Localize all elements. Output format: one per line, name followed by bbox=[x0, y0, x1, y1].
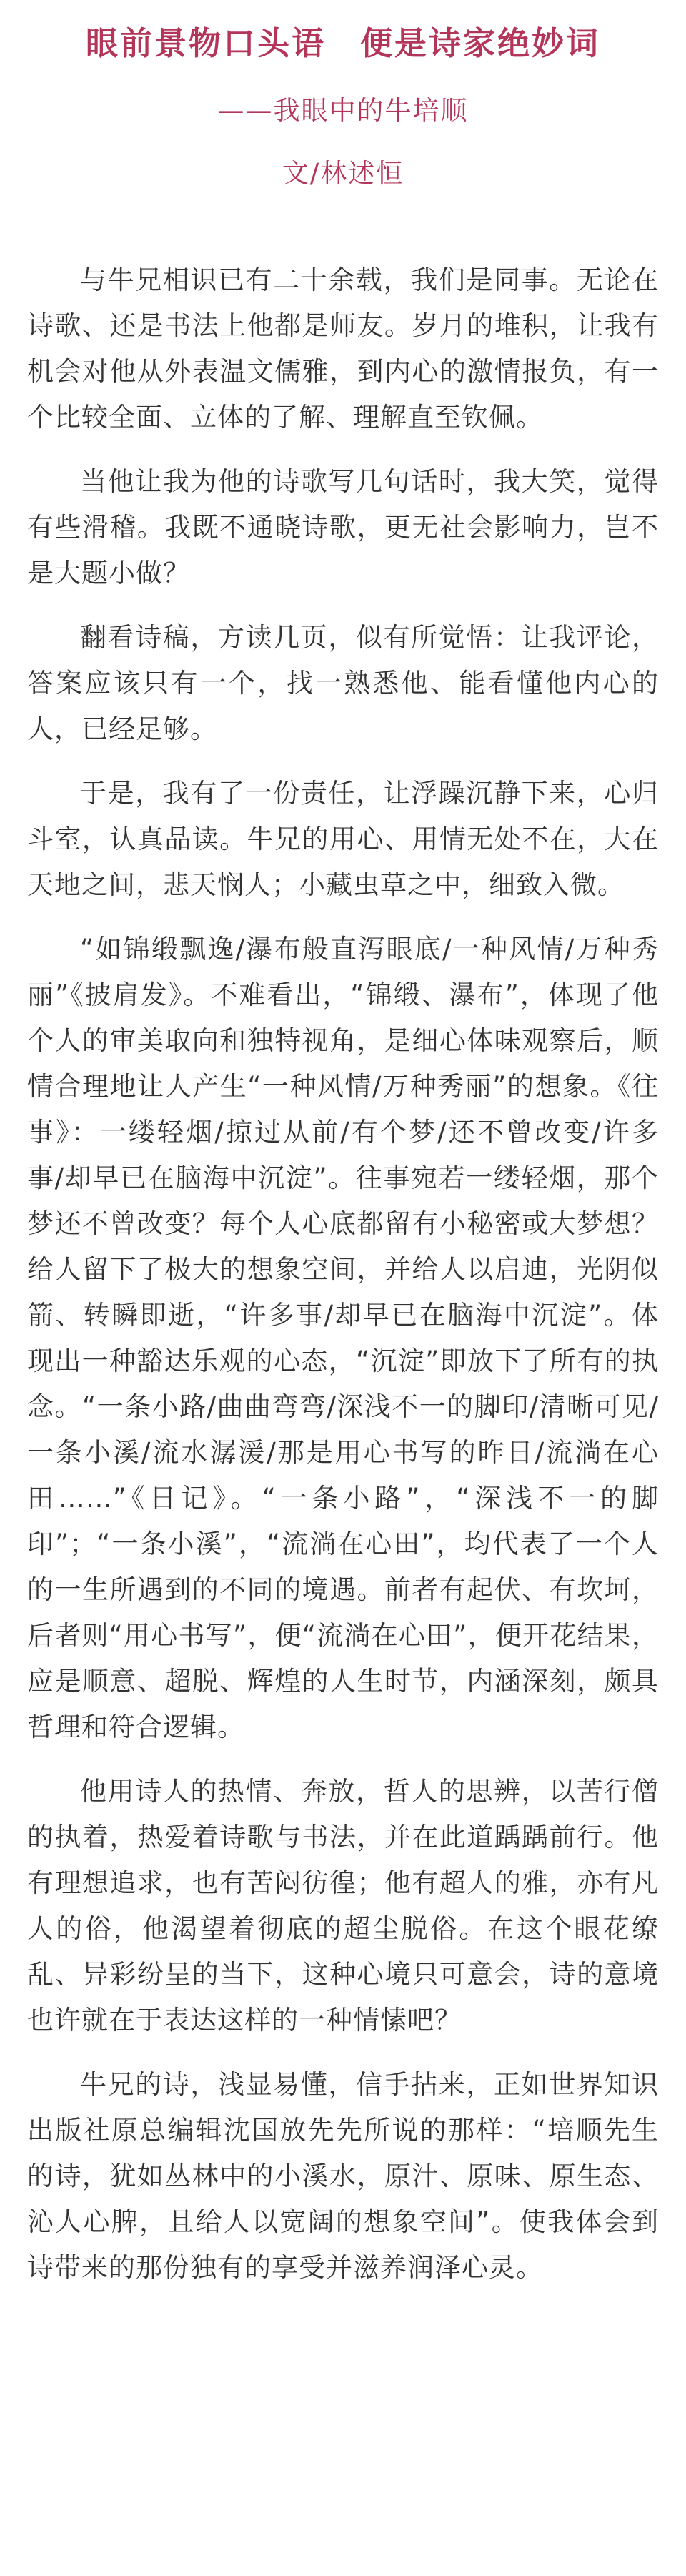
paragraph: 当他让我为他的诗歌写几句话时，我大笑，觉得有些滑稽。我既不通晓诗歌，更无社会影响力，岂不是大题小做？ bbox=[27, 466, 659, 588]
article-author: 文/林述恒 bbox=[282, 158, 404, 189]
article-title: 眼前景物口头语 便是诗家绝妙词 bbox=[85, 24, 600, 62]
article-body bbox=[27, 257, 659, 2291]
paragraph: 他用诗人的热情、奔放，哲人的思辨，以苦行僧的执着，热爱着诗歌与书法，并在此道踽踽前行。他有理想追求，也有苦闷彷徨；他有超人的雅，亦有凡人的俗，他渴望着彻底的超尘脱俗。在这个眼花缭乱、异彩纷呈的当下，这种心境只可意会，诗的意境也许就在于表达这样的一种情愫吧？ bbox=[27, 1776, 659, 2035]
paragraph: “如锦缎飘逸/瀑布般直泻眼底/一种风情/万种秀丽”《披肩发》。不难看出，“锦缎、瀑布”，体现了他个人的审美取向和独特视角，是细心体味观察后，顺情合理地让人产生“一种风情/万种秀丽”的想象。《往事》：一缕轻烟/掠过从前/有个梦/还不曾改变/许多事/却早已在脑海中沉淀”。往事宛若一缕轻烟，那个梦还不曾改变？每个人心底都留有小秘密或大梦想？给人留下了极大的想象空间，并给人以启迪，光阴似箭、转瞬即逝，“许多事/却早已在脑海中沉淀”。体现出一种豁达乐观的心态，“沉淀”即放下了所有的执念。“一条小路/曲曲弯弯/深浅不一的脚印/清晰可见/一条小溪/流水潺湲/那是用心书写的昨日/流淌在心田……”《日记》。“一条小路”，“深浅不一的脚印”；“一条小溪”，“流淌在心田”，均代表了一个人的一生所遇到的不同的境遇。前者有起伏、有坎坷，后者则“用心书写”，便“流淌在心田”，便开花结果，应是顺意、超脱、辉煌的人生时节，内涵深刻，颇具哲理和符合逻辑。 bbox=[27, 934, 659, 1742]
paragraph: 牛兄的诗，浅显易懂，信手拈来，正如世界知识出版社原总编辑沈国放先先所说的那样：“培顺先生的诗，犹如丛林中的小溪水，原汁、原味、原生态、沁人心脾，且给人以宽阔的想象空间”。使我体会到诗带来的那份独有的享受并滋养润泽心灵。 bbox=[27, 2069, 659, 2283]
paragraph: 翻看诗稿，方读几页，似有所觉悟：让我评论，答案应该只有一个，找一熟悉他、能看懂他内心的人，已经足够。 bbox=[27, 622, 659, 744]
paragraph: 与牛兄相识已有二十余载，我们是同事。无论在诗歌、还是书法上他都是师友。岁月的堆积，让我有机会对他从外表温文儒雅，到内心的激情报负，有一个比较全面、立体的了解、理解直至钦佩。 bbox=[27, 265, 659, 433]
article-subtitle: ——我眼中的牛培顺 bbox=[217, 95, 469, 126]
paragraph: 于是，我有了一份责任，让浮躁沉静下来，心归斗室，认真品读。牛兄的用心、用情无处不在，大在天地之间，悲天悯人；小藏虫草之中，细致入微。 bbox=[27, 778, 659, 900]
article-header bbox=[27, 20, 659, 192]
